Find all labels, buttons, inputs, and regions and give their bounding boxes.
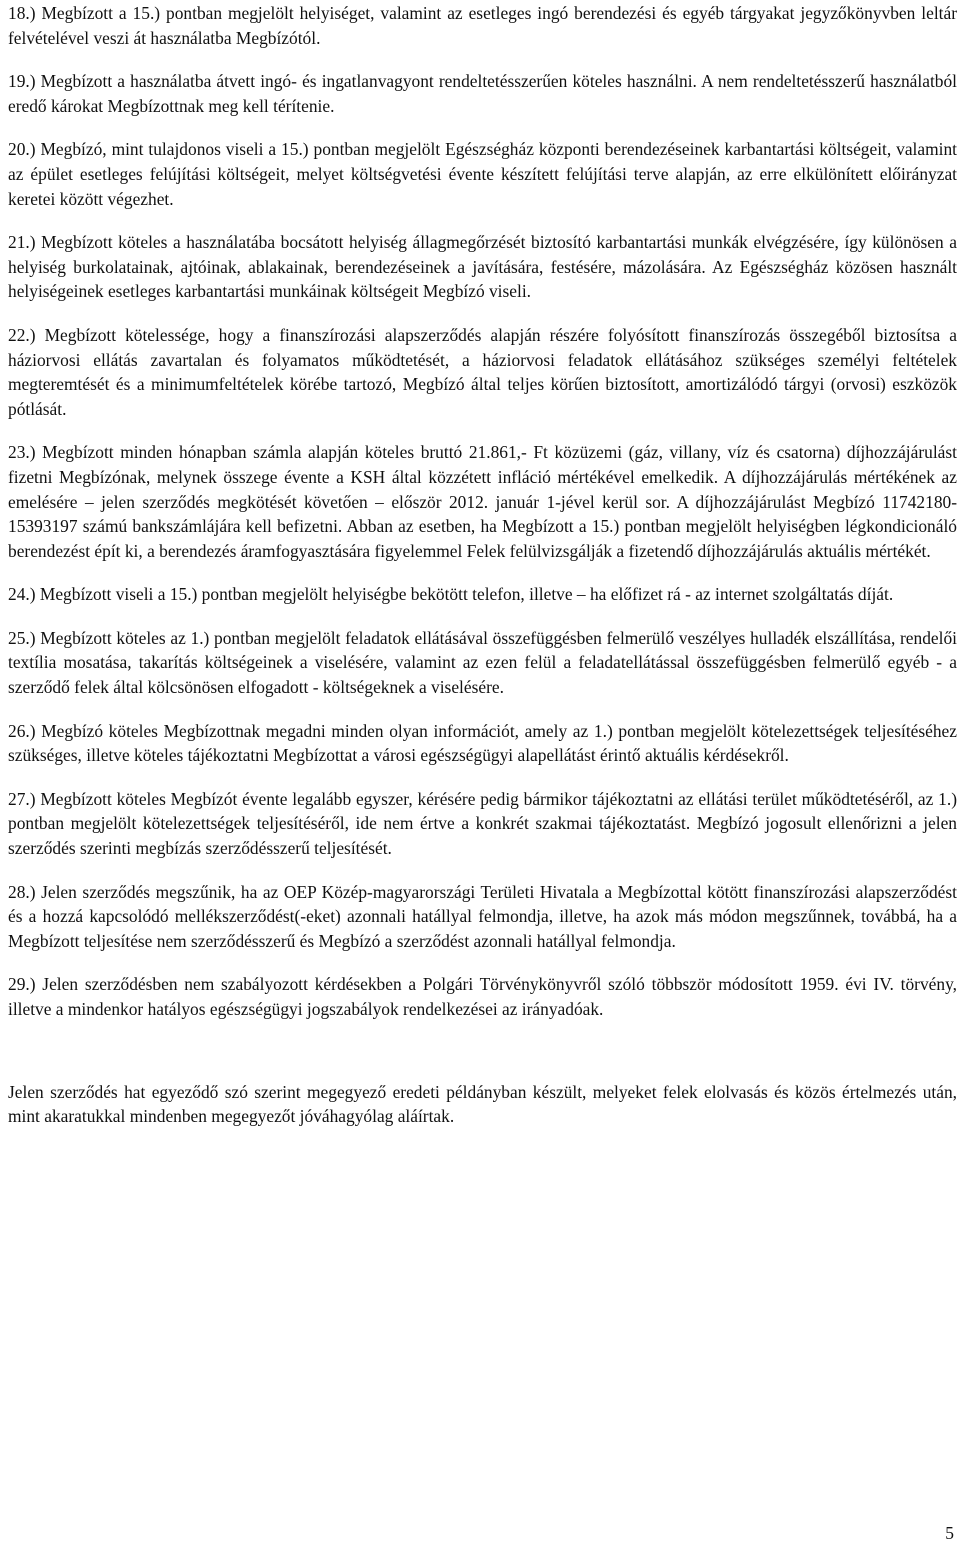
paragraph-24: 24.) Megbízott viseli a 15.) pontban megjelölt helyiségbe bekötött telefon, illetve – ha előfizet rá - az internet szolgáltatás díját. (8, 584, 894, 605)
paragraph-23: 23.) Megbízott minden hónapban számla alapján köteles bruttó 21.861,- Ft közüzemi (gáz, villany, víz és csatorna) díjhozzájárulást fizetni Megbízónak, melynek összege évente a KSH által közzétett infláció mértékével emelkedik. A díjhozzájárulás mértékének az emelésére – jelen szerződés megkötését követően – először 2012. január 1-jével kerül sor. A díjhozzájárulást Megbízó 11742180-15393197 számú bankszámlájára kell befizetni. Abban az esetben, ha Megbízott a 15.) pontban megjelölt helyiségben légkondicionáló berendezést épít ki, a berendezés áramfogyasztására figyelemmel Felek felülvizsgálják a fizetendő díjhozzájárulás aktuális mértékét. (8, 442, 957, 561)
paragraph-22: 22.) Megbízott kötelessége, hogy a finanszírozási alapszerződés alapján részére folyósított finanszírozás összegéből biztosítsa a háziorvosi ellátás zavartalan és folyamatos működtetését, a háziorvosi feladatok ellátásához szükséges személyi feltételek megteremtését és a minimumfeltételek körébe tartozó, Megbízó által teljes körűen biztosított, amortizálódó tárgyi (orvosi) eszközök pótlását. (8, 324, 957, 419)
paragraph-19: 19.) Megbízott a használatba átvett ingó- és ingatlanvagyont rendeltetésszerűen köteles használni. A nem rendeltetésszerű használatból eredő károkat Megbízottnak meg kell térítenie. (8, 71, 957, 116)
document-page (8, 1, 957, 1148)
paragraph-26: 26.) Megbízó köteles Megbízottnak megadni minden olyan információt, amely az 1.) pontban megjelölt kötelezettségek teljesítéséhez szükséges, illetve köteles tájékoztatni Megbízottat a városi egészségügyi alapellátást érintő aktuális kérdésekről. (8, 720, 957, 766)
closing-paragraph: Jelen szerződés hat egyeződő szó szerint megegyező eredeti példányban készült, melyeket felek elolvasás és közös értelmezés után, mint akaratukkal mindenben megegyezőt jóváhagyólag aláírtak. (8, 1081, 957, 1127)
paragraph-27: 27.) Megbízott köteles Megbízót évente legalább egyszer, kérésére pedig bármikor tájékoztatni az ellátási terület működtetéséről, az 1.) pontban megjelölt kötelezettségek teljesítéséről, ide nem értve a konkrét szakmai tájékoztatást. Megbízó jogosult ellenőrizni a jelen szerződés szerinti megbízás szerződésszerű teljesítését. (8, 788, 957, 859)
paragraph-29: 29.) Jelen szerződésben nem szabályozott kérdésekben a Polgári Törvénykönyvről szóló többször módosított 1959. évi IV. törvény, illetve a mindenkor hatályos egészségügyi jogszabályok rendelkezései az irányadóak. (8, 974, 957, 1019)
page-number: 5 (945, 1523, 954, 1543)
paragraph-20: 20.) Megbízó, mint tulajdonos viseli a 15.) pontban megjelölt Egészségház központi berendezéseinek karbantartási költségeit, valamint az épület esetleges felújítási költségeit, melyet költségvetési évente készített felújítási terve alapján, az erre elkülönített előirányzat keretei között végezhet. (8, 139, 957, 209)
paragraph-25: 25.) Megbízott köteles az 1.) pontban megjelölt feladatok ellátásával összefüggésben felmerülő veszélyes hulladék elszállítása, rendelői textília mosatása, takarítás költségeinek a viselésére, valamint az ezen felül a feladatellátással összefüggésben felmerülő egyéb - a szerződő felek által kölcsönösen elfogadott - költségeknek a viselésére. (8, 627, 957, 698)
paragraph-21: 21.) Megbízott köteles a használatába bocsátott helyiség állagmegőrzését biztosító karbantartási munkák elvégzésére, így különösen a helyiség burkolatainak, ajtóinak, ablakainak, berendezéseinek a javítására, festésére, mázolására. Az Egészségház közösen használt helyiségeinek esetleges karbantartási munkáinak költségeit Megbízó viseli. (8, 232, 957, 302)
paragraph-18: 18.) Megbízott a 15.) pontban megjelölt helyiséget, valamint az esetleges ingó berendezési és egyéb tárgyakat jegyzőkönyvben leltár felvételével veszi át használatba Megbízótól. (8, 3, 957, 48)
paragraph-28: 28.) Jelen szerződés megszűnik, ha az OEP Közép-magyarországi Területi Hivatala a Megbízottal kötött finanszírozási alapszerződést és a hozzá kapcsolódó mellékszerződést(-eket) azonnali hatállyal felmondja, illetve, ha azok más módon megszűnnek, továbbá, ha a Megbízott teljesítése nem szerződésszerű és Megbízó a szerződést azonnali hatállyal felmondja. (8, 881, 957, 951)
